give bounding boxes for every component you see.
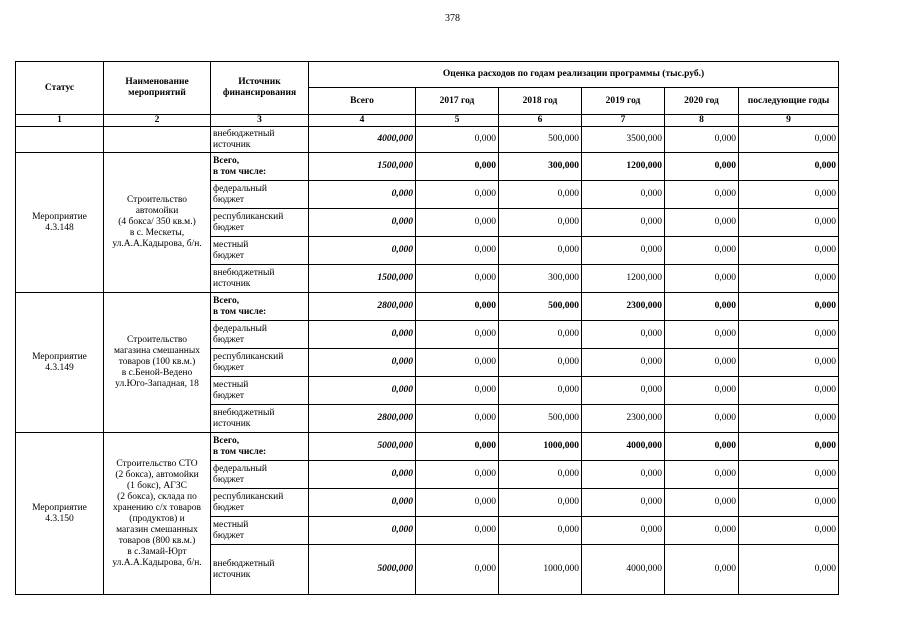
value-cell: 0,000 <box>416 321 499 349</box>
source-cell: республиканский бюджет <box>211 349 309 377</box>
value-cell: 0,000 <box>665 377 739 405</box>
value-cell: 0,000 <box>739 127 839 153</box>
value-cell: 2300,000 <box>582 405 665 433</box>
total-cell: 0,000 <box>309 237 416 265</box>
value-cell: 0,000 <box>499 377 582 405</box>
total-cell: 0,000 <box>309 209 416 237</box>
column-index: 8 <box>665 115 739 127</box>
column-index: 5 <box>416 115 499 127</box>
value-cell: 0,000 <box>499 209 582 237</box>
value-cell: 0,000 <box>582 517 665 545</box>
value-cell: 0,000 <box>739 321 839 349</box>
value-cell: 0,000 <box>499 489 582 517</box>
value-cell: 0,000 <box>582 181 665 209</box>
value-cell: 0,000 <box>665 461 739 489</box>
value-cell: 0,000 <box>665 153 739 181</box>
value-cell: 1000,000 <box>499 545 582 595</box>
value-cell: 0,000 <box>665 209 739 237</box>
value-cell: 1200,000 <box>582 153 665 181</box>
total-cell: 0,000 <box>309 349 416 377</box>
column-index: 1 <box>16 115 104 127</box>
value-cell: 0,000 <box>416 265 499 293</box>
total-cell: 5000,000 <box>309 545 416 595</box>
header-status: Статус <box>16 62 104 115</box>
value-cell: 0,000 <box>499 517 582 545</box>
name-cell: Строительство СТО (2 бокса), автомойки (1 бокс), АГЗС (2 бокса), склада по хранению с/х товаров (продуктов) и магазин смешанных товаров (800 кв.м.) в с.Замай-Юрт ул.А.А.Кадырова, б/н. <box>104 433 211 595</box>
value-cell: 0,000 <box>582 321 665 349</box>
value-cell: 0,000 <box>739 405 839 433</box>
value-cell: 0,000 <box>739 181 839 209</box>
total-cell: 2800,000 <box>309 405 416 433</box>
value-cell: 0,000 <box>416 405 499 433</box>
total-cell: 0,000 <box>309 461 416 489</box>
value-cell: 0,000 <box>665 237 739 265</box>
source-cell: внебюджетный источник <box>211 405 309 433</box>
table-row-total <box>16 293 839 321</box>
value-cell: 0,000 <box>416 237 499 265</box>
header-total: Всего <box>309 88 416 115</box>
value-cell: 500,000 <box>499 405 582 433</box>
value-cell: 0,000 <box>582 237 665 265</box>
value-cell: 0,000 <box>739 489 839 517</box>
value-cell: 0,000 <box>582 209 665 237</box>
value-cell: 0,000 <box>582 461 665 489</box>
status-cell: Мероприятие 4.3.148 <box>16 153 104 293</box>
value-cell: 0,000 <box>416 181 499 209</box>
header-2020: 2020 год <box>665 88 739 115</box>
source-cell: местный бюджет <box>211 237 309 265</box>
value-cell: 0,000 <box>665 127 739 153</box>
total-cell: 0,000 <box>309 377 416 405</box>
source-cell: Всего, в том числе: <box>211 433 309 461</box>
value-cell: 0,000 <box>739 461 839 489</box>
column-index: 3 <box>211 115 309 127</box>
value-cell: 300,000 <box>499 153 582 181</box>
total-cell: 0,000 <box>309 181 416 209</box>
name-cell <box>104 127 211 153</box>
value-cell: 0,000 <box>739 545 839 595</box>
value-cell: 0,000 <box>739 153 839 181</box>
value-cell: 0,000 <box>499 181 582 209</box>
header-name: Наименование мероприятий <box>104 62 211 115</box>
value-cell: 0,000 <box>582 377 665 405</box>
value-cell: 0,000 <box>665 517 739 545</box>
value-cell: 500,000 <box>499 127 582 153</box>
status-cell: Мероприятие 4.3.150 <box>16 433 104 595</box>
value-cell: 0,000 <box>499 237 582 265</box>
value-cell: 0,000 <box>499 321 582 349</box>
column-index: 9 <box>739 115 839 127</box>
value-cell: 0,000 <box>739 517 839 545</box>
header-2019: 2019 год <box>582 88 665 115</box>
source-cell: Всего, в том числе: <box>211 293 309 321</box>
value-cell: 0,000 <box>416 377 499 405</box>
value-cell: 500,000 <box>499 293 582 321</box>
value-cell: 0,000 <box>739 349 839 377</box>
value-cell: 0,000 <box>739 237 839 265</box>
total-cell: 1500,000 <box>309 265 416 293</box>
total-cell: 0,000 <box>309 489 416 517</box>
value-cell: 0,000 <box>665 265 739 293</box>
table-row <box>16 127 839 153</box>
value-cell: 4000,000 <box>582 433 665 461</box>
source-cell: местный бюджет <box>211 517 309 545</box>
value-cell: 4000,000 <box>582 545 665 595</box>
column-index: 6 <box>499 115 582 127</box>
source-cell: внебюджетный источник <box>211 545 309 595</box>
value-cell: 0,000 <box>665 321 739 349</box>
value-cell: 0,000 <box>739 293 839 321</box>
column-index: 4 <box>309 115 416 127</box>
value-cell: 0,000 <box>739 433 839 461</box>
header-source: Источник финансирования <box>211 62 309 115</box>
value-cell: 0,000 <box>665 489 739 517</box>
value-cell: 2300,000 <box>582 293 665 321</box>
value-cell: 0,000 <box>416 153 499 181</box>
header-2017: 2017 год <box>416 88 499 115</box>
source-cell: местный бюджет <box>211 377 309 405</box>
total-cell: 0,000 <box>309 321 416 349</box>
value-cell: 0,000 <box>416 489 499 517</box>
value-cell: 0,000 <box>499 461 582 489</box>
value-cell: 0,000 <box>416 545 499 595</box>
source-cell: внебюджетный источник <box>211 127 309 153</box>
value-cell: 0,000 <box>739 265 839 293</box>
column-index-row <box>16 115 839 127</box>
value-cell: 0,000 <box>739 377 839 405</box>
value-cell: 0,000 <box>416 349 499 377</box>
table-row-total <box>16 433 839 461</box>
value-cell: 0,000 <box>665 405 739 433</box>
value-cell: 0,000 <box>665 349 739 377</box>
budget-table <box>15 61 839 595</box>
source-cell: федеральный бюджет <box>211 461 309 489</box>
source-cell: федеральный бюджет <box>211 321 309 349</box>
value-cell: 0,000 <box>665 545 739 595</box>
value-cell: 1000,000 <box>499 433 582 461</box>
total-cell: 4000,000 <box>309 127 416 153</box>
value-cell: 3500,000 <box>582 127 665 153</box>
value-cell: 0,000 <box>582 349 665 377</box>
total-cell: 1500,000 <box>309 153 416 181</box>
source-cell: внебюджетный источник <box>211 265 309 293</box>
value-cell: 0,000 <box>739 209 839 237</box>
value-cell: 0,000 <box>416 293 499 321</box>
total-cell: 5000,000 <box>309 433 416 461</box>
value-cell: 0,000 <box>665 293 739 321</box>
name-cell: Строительство магазина смешанных товаров (100 кв.м.) в с.Беной-Ведено ул.Юго-Западная, 18 <box>104 293 211 433</box>
value-cell: 0,000 <box>416 127 499 153</box>
source-cell: республиканский бюджет <box>211 209 309 237</box>
header-estimate: Оценка расходов по годам реализации программы (тыс.руб.) <box>309 62 839 88</box>
status-cell: Мероприятие 4.3.149 <box>16 293 104 433</box>
header-later: последующие годы <box>739 88 839 115</box>
header-2018: 2018 год <box>499 88 582 115</box>
source-cell: Всего, в том числе: <box>211 153 309 181</box>
value-cell: 1200,000 <box>582 265 665 293</box>
source-cell: федеральный бюджет <box>211 181 309 209</box>
column-index: 2 <box>104 115 211 127</box>
table-row-total <box>16 153 839 181</box>
page-number: 378 <box>445 13 460 24</box>
value-cell: 0,000 <box>582 489 665 517</box>
total-cell: 0,000 <box>309 517 416 545</box>
source-cell: республиканский бюджет <box>211 489 309 517</box>
value-cell: 0,000 <box>416 433 499 461</box>
status-cell <box>16 127 104 153</box>
value-cell: 0,000 <box>416 209 499 237</box>
value-cell: 0,000 <box>416 461 499 489</box>
value-cell: 0,000 <box>665 181 739 209</box>
total-cell: 2800,000 <box>309 293 416 321</box>
name-cell: Строительство автомойки (4 бокса/ 350 кв.м.) в с. Мескеты, ул.А.А.Кадырова, б/н. <box>104 153 211 293</box>
value-cell: 300,000 <box>499 265 582 293</box>
value-cell: 0,000 <box>416 517 499 545</box>
value-cell: 0,000 <box>499 349 582 377</box>
value-cell: 0,000 <box>665 433 739 461</box>
column-index: 7 <box>582 115 665 127</box>
